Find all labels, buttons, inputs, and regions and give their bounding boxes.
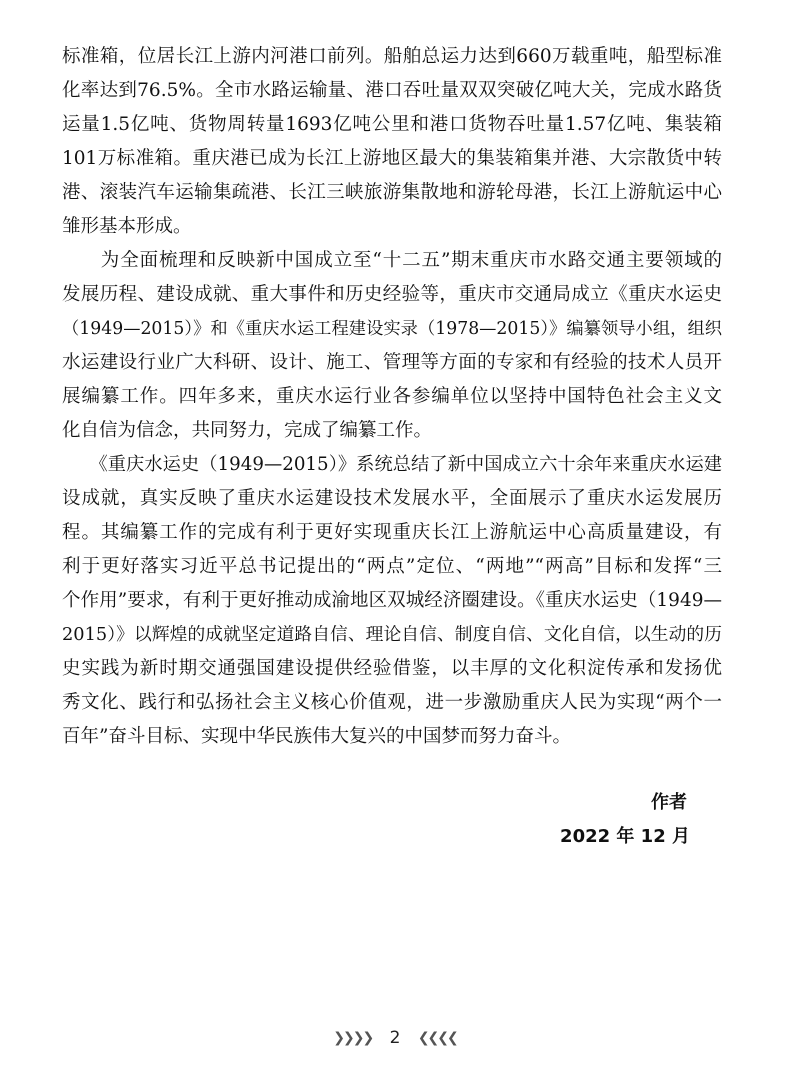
text-line: 为全面梳理和反映新中国成立至“十二五”期末重庆市水路交通主要领域的 (62, 250, 722, 271)
text-line: 个作用”要求，有利于更好推动成渝地区双城经济圈建设。《重庆水运史（1949— (62, 590, 722, 611)
text-line: 水运建设行业广大科研、设计、施工、管理等方面的专家和有经验的技术人员开 (62, 352, 722, 373)
text-line: 百年”奋斗目标、实现中华民族伟大复兴的中国梦而努力奋斗。 (62, 726, 571, 747)
chevron-right-ornament-icon: ❯❯❯❯ (333, 1030, 373, 1046)
page-footer (0, 1028, 790, 1048)
text-line: 《重庆水运史（1949—2015）》系统总结了新中国成立六十余年来重庆水运建 (62, 454, 722, 475)
chevron-left-ornament-icon: ❮❮❮❮ (417, 1030, 457, 1046)
signature-date: 2022 年 12 月 (560, 826, 690, 847)
text-line: 化自信为信念，共同努力，完成了编纂工作。 (62, 420, 433, 441)
text-line: 秀文化、践行和弘扬社会主义核心价值观，进一步激励重庆人民为实现“两个一 (62, 692, 722, 713)
signature-block (560, 786, 690, 854)
text-line: 化率达到76.5%。全市水路运输量、港口吞吐量双双突破亿吨大关，完成水路货 (62, 80, 722, 101)
text-line: 利于更好落实习近平总书记提出的“两点”定位、“两地”“两高”目标和发挥“三 (62, 556, 722, 577)
text-line: 史实践为新时期交通强国建设提供经验借鉴，以丰厚的文化积淀传承和发扬优 (62, 658, 722, 679)
text-line: 运量1.5亿吨、货物周转量1693亿吨公里和港口货物吞吐量1.57亿吨、集装箱 (62, 114, 722, 135)
text-line: （1949—2015）》和《重庆水运工程建设实录（1978—2015）》编纂领导小组，组织 (62, 319, 722, 339)
body-text (62, 40, 722, 754)
signature-author: 作者 (651, 792, 687, 813)
text-line: 程。其编纂工作的完成有利于更好实现重庆长江上游航运中心高质量建设，有 (62, 522, 722, 543)
text-line: 雏形基本形成。 (62, 216, 192, 237)
text-line: 港、滚装汽车运输集疏港、长江三峡旅游集散地和游轮母港，长江上游航运中心 (62, 182, 722, 203)
text-line: 设成就，真实反映了重庆水运建设技术发展水平，全面展示了重庆水运发展历 (62, 488, 722, 509)
text-line: 展编纂工作。四年多来，重庆水运行业各参编单位以坚持中国特色社会主义文 (62, 386, 722, 407)
text-line: 标准箱，位居长江上游内河港口前列。船舶总运力达到660万载重吨，船型标准 (62, 46, 722, 67)
text-line: 发展历程、建设成就、重大事件和历史经验等，重庆市交通局成立《重庆水运史 (62, 284, 722, 305)
text-line: 101万标准箱。重庆港已成为长江上游地区最大的集装箱集并港、大宗散货中转 (62, 148, 722, 169)
text-line: 2015）》以辉煌的成就坚定道路自信、理论自信、制度自信、文化自信，以生动的历 (62, 625, 722, 645)
page-number: 2 (389, 1028, 401, 1048)
